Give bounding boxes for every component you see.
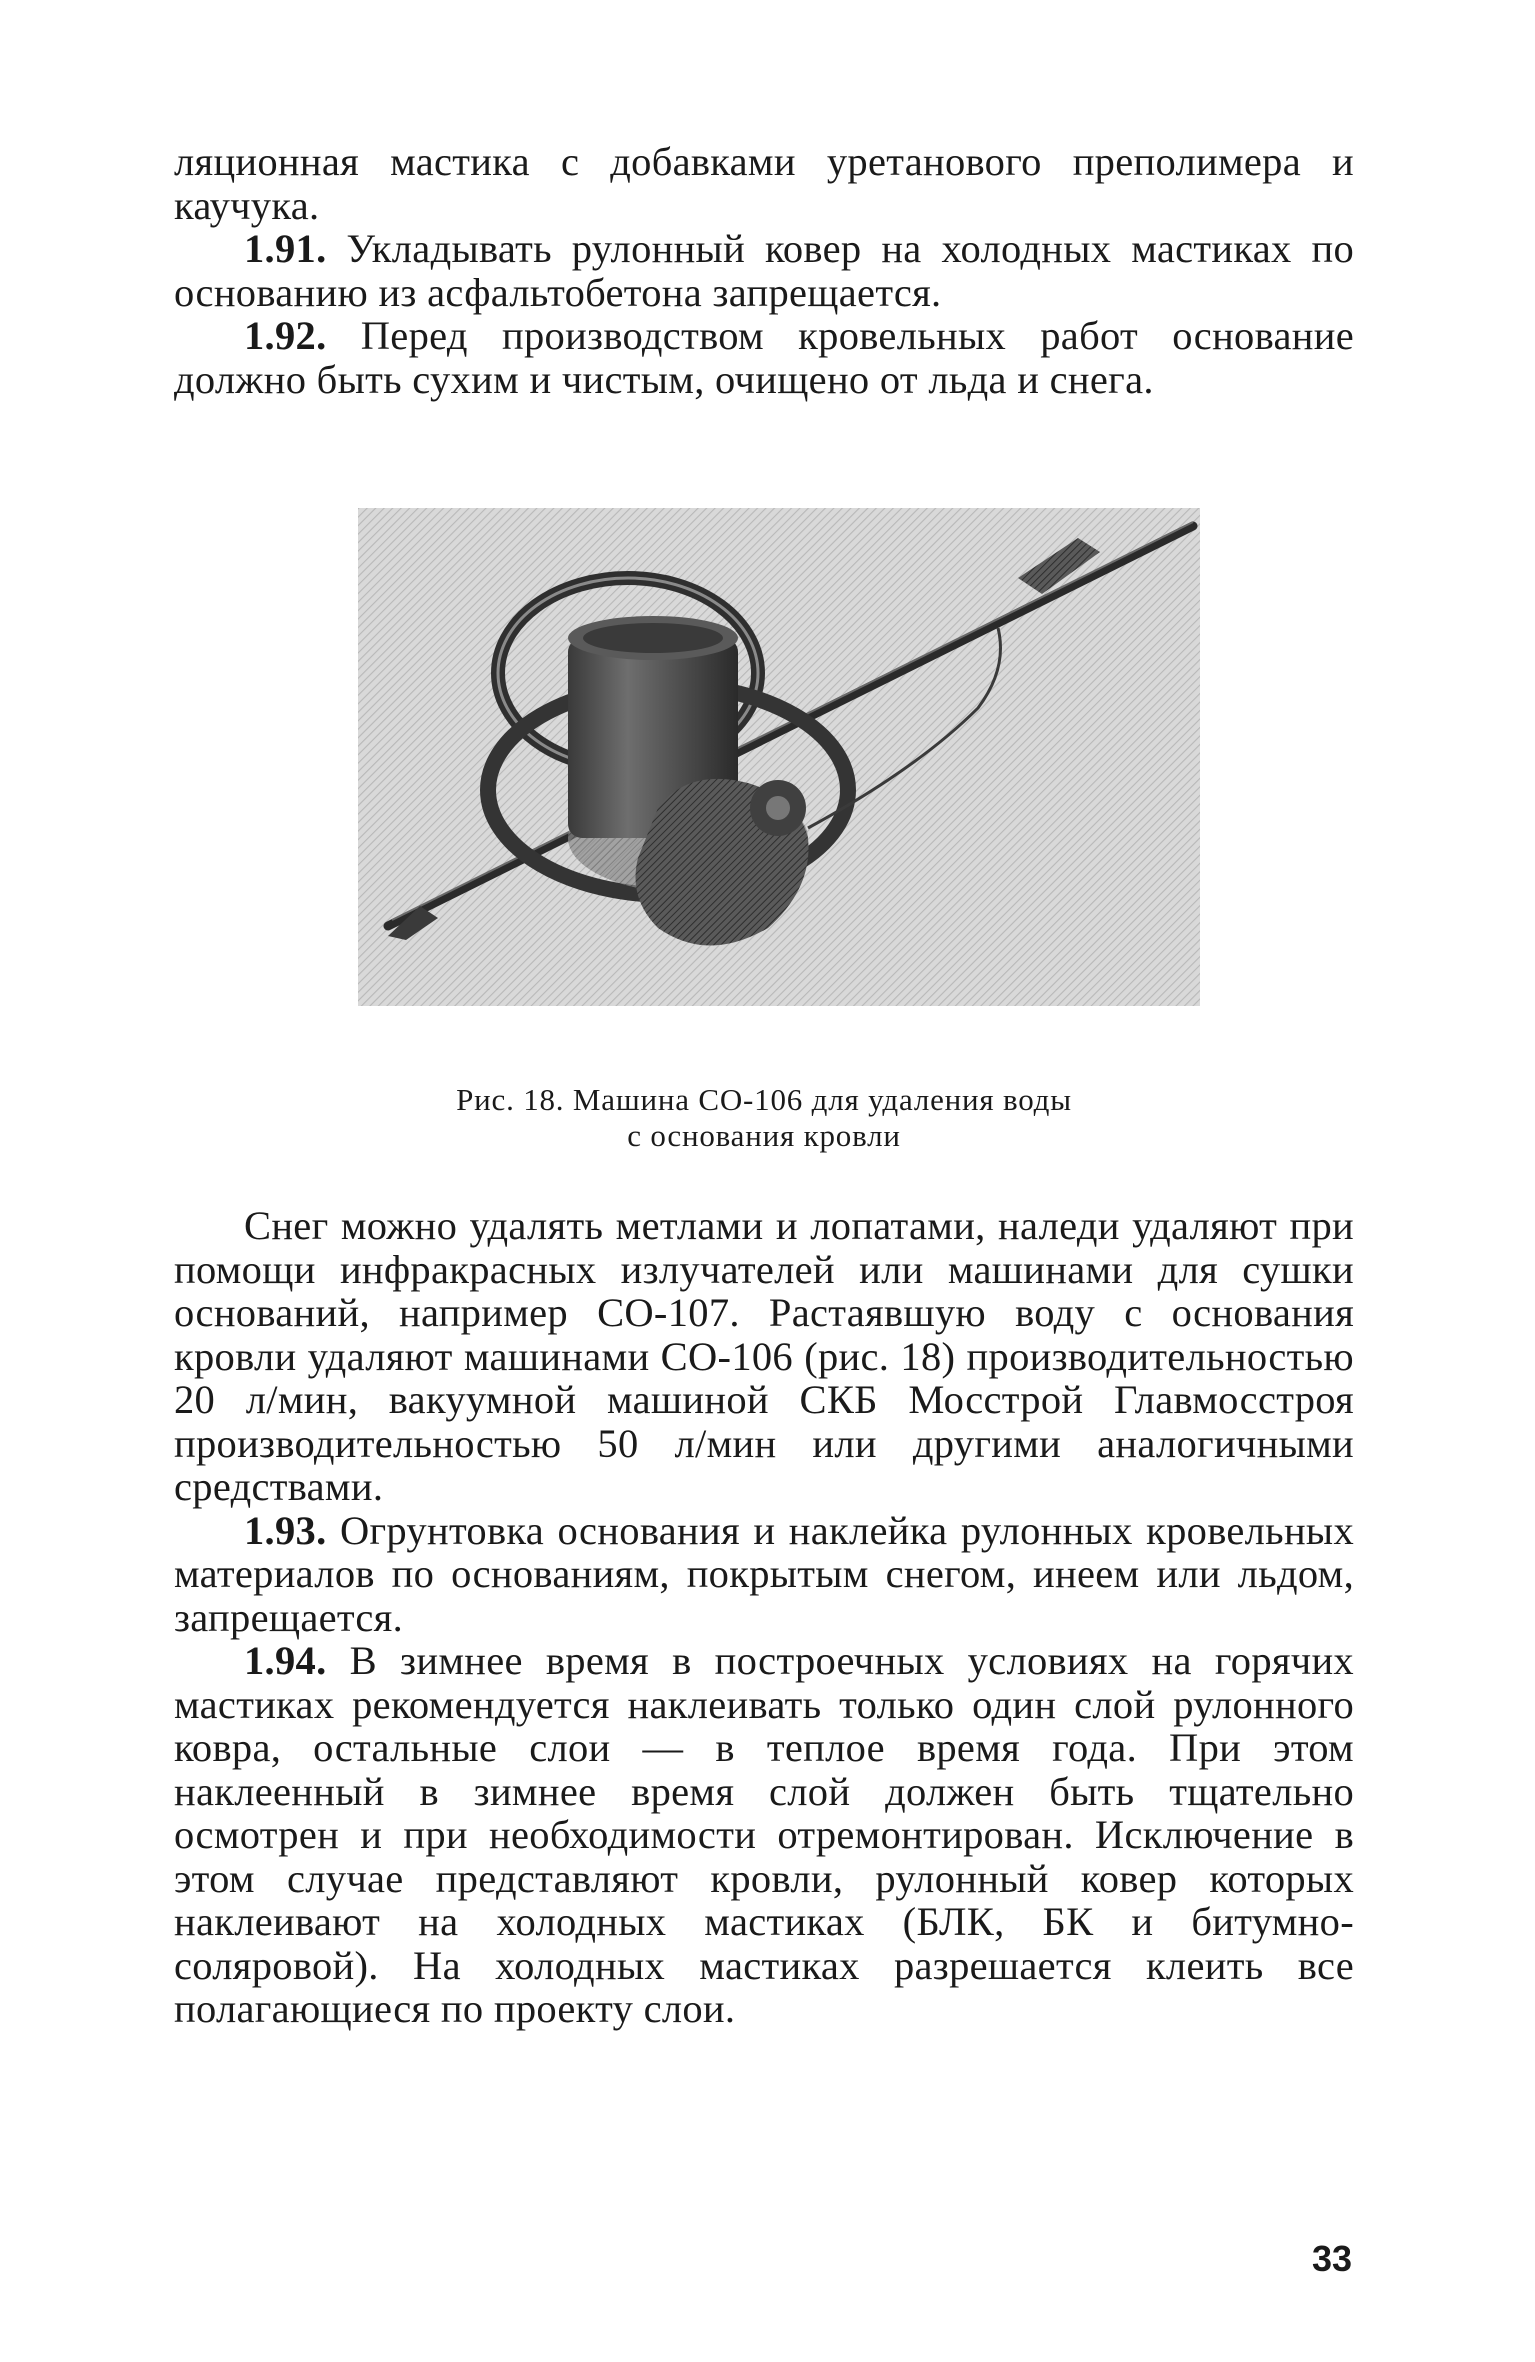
machine-photo-illustration xyxy=(358,508,1200,1006)
clause-text: Перед производством кровельных работ основание должно быть сухим и чистым, очищено от льда и снега. xyxy=(174,313,1354,402)
figure-caption-line-2: с основания кровли xyxy=(627,1118,901,1153)
figure-caption-line-1: Рис. 18. Машина СО-106 для удаления воды xyxy=(456,1082,1072,1117)
paragraph-1-91 xyxy=(174,227,1354,314)
figure-photo xyxy=(358,508,1200,1006)
top-text-block xyxy=(174,140,1354,401)
clause-number: 1.92. xyxy=(244,313,327,358)
clause-text: Огрунтовка основания и наклейка рулонных кровельных материалов по основаниям, покрытым снегом, инеем или льдом, запрещается. xyxy=(174,1507,1354,1640)
paragraph-continuation: ляционная мастика с добавками уретанового преполимера и каучука. xyxy=(174,139,1354,228)
clause-text: В зимнее время в построечных условиях на горячих мастиках рекомендуется наклеивать только один слой рулонного ковра, остальные слои — в теплое время года. При этом наклеенный в зимнее время слой должен быть тщательно осмотрен и при необходимости отремонтирован. Исключение в этом случае представляют кровли, рулонный ковер которых наклеивают на холодных мастиках (БЛК, БК и битумно-соляровой). На холодных мастиках разрешается клеить все полагающиеся по проекту слои. xyxy=(174,1638,1354,2031)
bottom-text-block xyxy=(174,1204,1354,2031)
paragraph-1-93 xyxy=(174,1509,1354,1640)
clause-number: 1.91. xyxy=(244,226,327,271)
paragraph-snow-removal: Снег можно удалять метлами и лопатами, наледи удаляют при помощи инфракрасных излучателей или машинами для сушки оснований, например СО-107. Растаявшую воду с основания кровли удаляют машинами СО-106 (рис. 18) производительностью 20 л/мин, вакуумной машиной СКБ Мосстрой Главмосстроя производительностью 50 л/мин или другими аналогичными средствами. xyxy=(174,1203,1354,1509)
clause-number: 1.93. xyxy=(244,1507,327,1553)
clause-number: 1.94. xyxy=(244,1638,327,1683)
page-number: 33 xyxy=(1311,2238,1352,2279)
clause-text: Укладывать рулонный ковер на холодных мастиках по основанию из асфальтобетона запрещается. xyxy=(174,226,1354,315)
paragraph-1-94 xyxy=(174,1639,1354,2031)
paragraph-1-92 xyxy=(174,314,1354,401)
